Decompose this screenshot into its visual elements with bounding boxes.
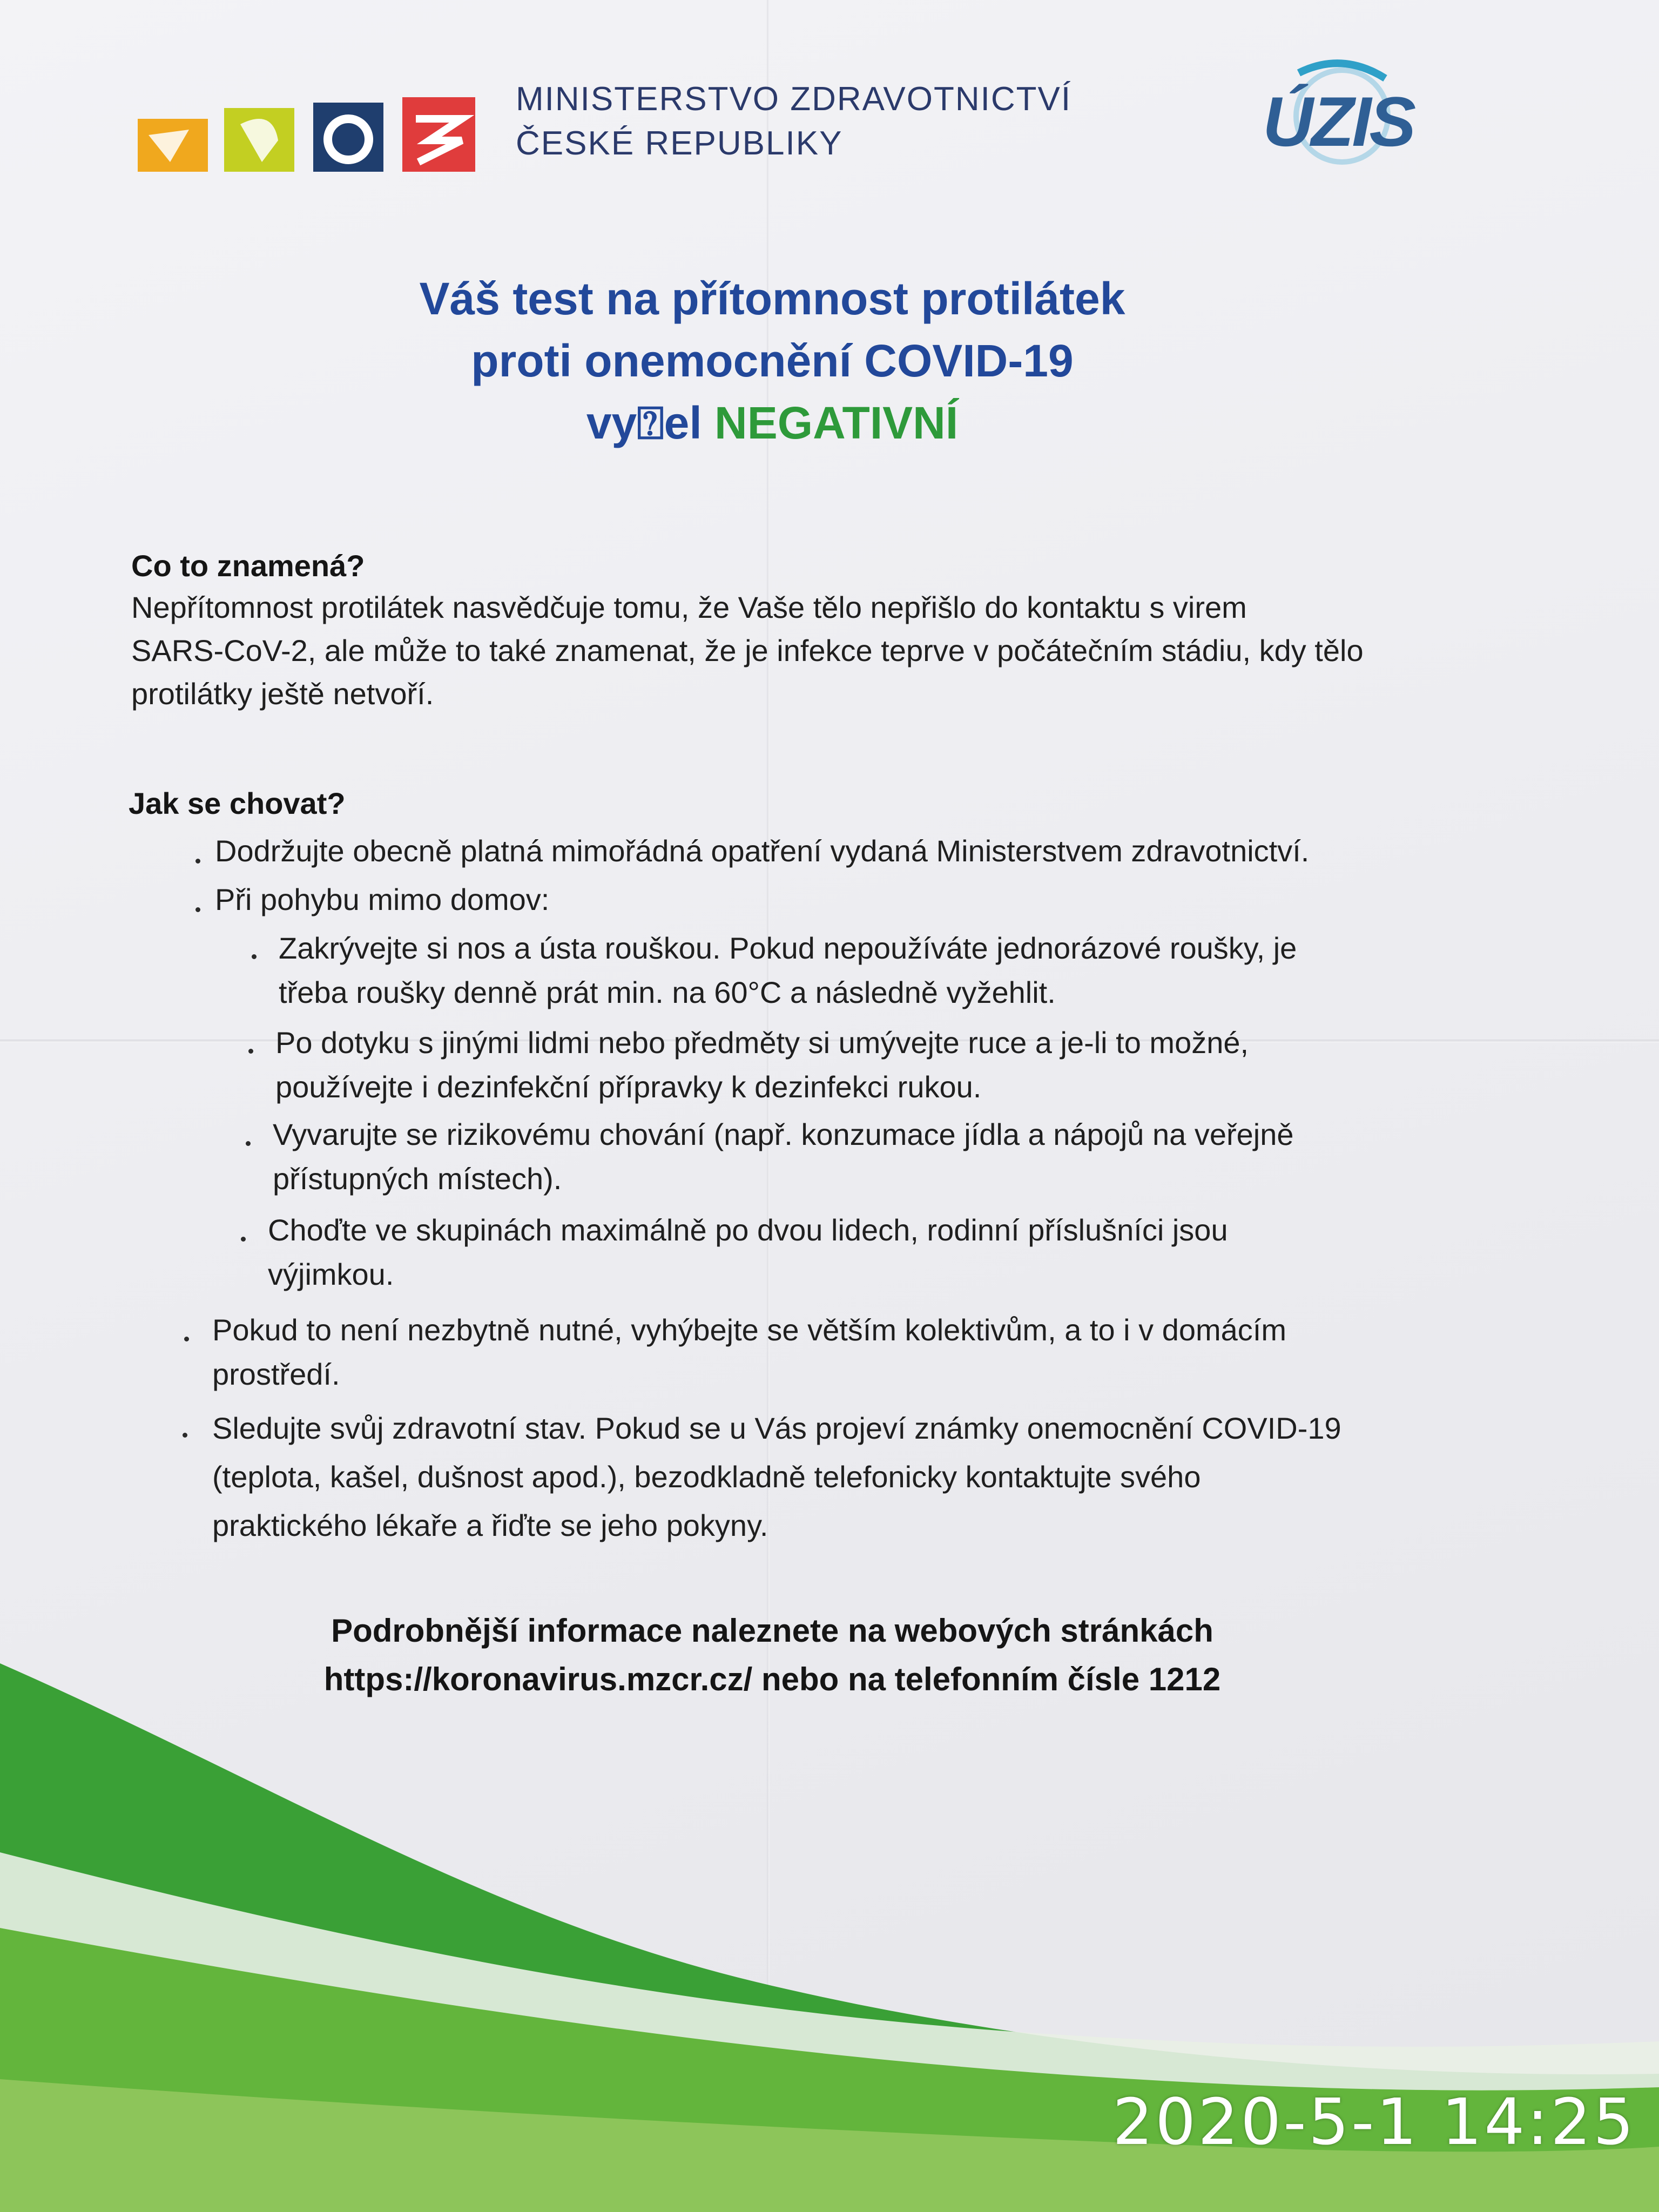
list-item-line: Vyvarujte se rizikovému chování (např. konzumace jídla a nápojů na veřejně (273, 1117, 1294, 1151)
meaning-paragraph (131, 586, 1438, 716)
section-heading-behaviour: Jak se chovat? (129, 786, 346, 820)
list-item (212, 1308, 1286, 1397)
list-item-line: používejte i dezinfekční přípravky k dezinfekci rukou. (275, 1070, 982, 1104)
list-item-line: přístupných místech). (273, 1162, 562, 1196)
sub-list-item (268, 1208, 1228, 1297)
bullet-dot (195, 907, 200, 912)
section-heading-meaning: Co to znamená? (131, 549, 365, 583)
sub-list-item (279, 926, 1297, 1015)
bullet-dot (183, 1433, 187, 1438)
list-item-line: Choďte ve skupinách maximálně po dvou lidech, rodinní příslušníci jsou (268, 1213, 1228, 1247)
list-item-line: Pokud to není nezbytně nutné, vyhýbejte se větším kolektivům, a to i v domácím (212, 1313, 1287, 1347)
sub-bullet-dot (246, 1141, 251, 1146)
list-item-line: praktického lékaře a řiďte se jeho pokyny. (212, 1508, 768, 1542)
test-result: NEGATIVNÍ (714, 397, 959, 448)
photo-timestamp: 2020-5-1 14:25 (1112, 2085, 1636, 2159)
sub-bullet-dot (248, 1049, 253, 1054)
list-item-line: výjimkou. (268, 1257, 394, 1291)
list-item-line: prostředí. (212, 1357, 340, 1391)
title-line2: proti onemocnění COVID-19 (471, 335, 1074, 386)
list-item-line: Dodržujte obecně platná mimořádná opatření vydaná Ministerstvem zdravotnictví. (215, 834, 1310, 868)
title-line1: Váš test na přítomnost protilátek (419, 273, 1125, 324)
paragraph-line: Nepřítomnost protilátek nasvědčuje tomu, že Vaše tělo nepřišlo do kontaktu s virem (131, 590, 1247, 624)
uzis-logo: ÚZIS (1263, 82, 1414, 161)
sub-bullet-dot (241, 1237, 246, 1242)
list-item (212, 1404, 1341, 1550)
list-item (215, 829, 1309, 873)
list-item-line: Sledujte svůj zdravotní stav. Pokud se u Vás projeví známky onemocnění COVID-19 (212, 1411, 1341, 1445)
ministry-logo (138, 97, 478, 173)
list-item-line: Zakrývejte si nos a ústa rouškou. Pokud nepoužíváte jednorázové roušky, je (279, 931, 1297, 965)
title-prefix: vy⍰el (586, 397, 715, 448)
sub-list-item (273, 1112, 1294, 1201)
sub-list-item (275, 1021, 1249, 1109)
bullet-dot (195, 859, 200, 864)
footer-link-line: https://koronavirus.mzcr.cz/ nebo na telefonním čísle 1212 (323, 1661, 1221, 1697)
list-item-line: (teplota, kašel, dušnost apod.), bezodkladně telefonicky kontaktujte svého (212, 1460, 1201, 1494)
list-item-line: Při pohybu mimo domov: (215, 882, 550, 916)
paragraph-line: SARS-CoV-2, ale může to také znamenat, že je infekce teprve v počátečním stádiu, kdy tělo (131, 633, 1364, 667)
list-item-line: třeba roušky denně prát min. na 60°C a následně vyžehlit. (279, 975, 1056, 1009)
bullet-dot (184, 1337, 189, 1341)
list-item (215, 878, 549, 922)
sub-bullet-dot (252, 954, 257, 959)
list-item-line: Po dotyku s jinými lidmi nebo předměty si umývejte ruce a je-li to možné, (275, 1026, 1249, 1060)
title-line3 (0, 397, 1545, 450)
ministry-name-line2: ČESKÉ REPUBLIKY (516, 125, 843, 162)
paragraph-line: protilátky ještě netvoří. (131, 677, 434, 711)
ministry-name-line1: MINISTERSTVO ZDRAVOTNICTVÍ (516, 80, 1072, 118)
footer-line1: Podrobnější informace naleznete na webových stránkách (331, 1613, 1213, 1649)
